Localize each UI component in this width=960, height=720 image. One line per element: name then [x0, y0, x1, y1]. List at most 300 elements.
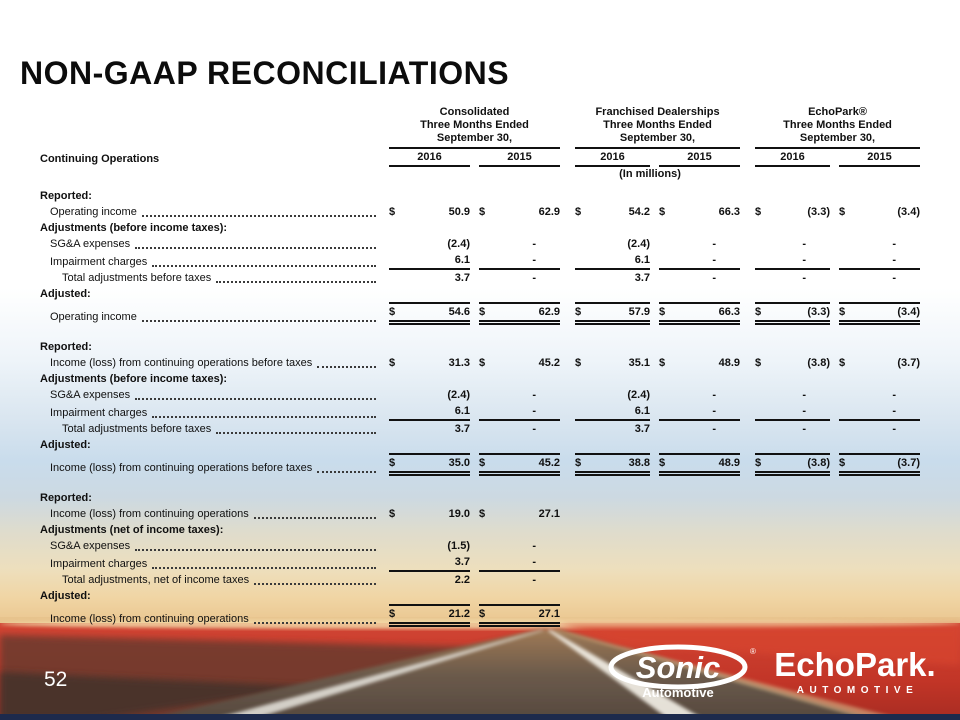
amount-cell: [470, 538, 560, 554]
currency-symbol: $: [755, 357, 762, 369]
row-label: Impairment charges: [50, 407, 148, 419]
amount-cell: [380, 302, 470, 325]
amount-value: 62.9: [538, 306, 560, 318]
amount-value: -: [532, 238, 536, 250]
amount-value: 6.1: [634, 405, 650, 417]
currency-symbol: $: [659, 306, 666, 318]
amount-value: (3.3): [807, 306, 831, 318]
table-row: [40, 437, 920, 453]
amount-cell-empty: [560, 522, 650, 538]
amount-cell-empty: [740, 286, 830, 302]
amount-cell: [740, 421, 830, 437]
amount-cell: [740, 355, 830, 371]
year-cell: [470, 149, 560, 167]
amount-cell-empty: [560, 554, 650, 572]
amount-value: 45.2: [538, 357, 560, 369]
amount-value: 48.9: [718, 457, 741, 469]
amount-cell: [830, 204, 920, 220]
amount-value: 54.6: [448, 306, 470, 318]
amount-cell-empty: [650, 220, 740, 236]
amount-value: 48.9: [718, 357, 741, 369]
row-label: Income (loss) from continuing operations before taxes: [50, 357, 313, 369]
amount-cell: [380, 204, 470, 220]
year-header: 2015: [839, 149, 920, 167]
amount-cell-empty: [830, 220, 920, 236]
table-row: [40, 522, 920, 538]
row-label-cell: [40, 421, 380, 437]
currency-symbol: $: [389, 306, 396, 318]
amount-cell-empty: [560, 572, 650, 588]
row-label: Total adjustments before taxes: [62, 272, 212, 284]
row-label-cell: [40, 453, 380, 476]
row-label: Income (loss) from continuing operations: [50, 613, 249, 625]
amount-cell-empty: [650, 572, 740, 588]
group-header-row: [40, 106, 920, 149]
amount-cell: [380, 252, 470, 270]
amount-cell-empty: [830, 339, 920, 355]
dot-leader: [317, 366, 376, 368]
table-row: [40, 453, 920, 476]
row-label-cell: [40, 302, 380, 325]
amount-cell-empty: [560, 604, 650, 627]
amount-value: 31.3: [448, 357, 470, 369]
amount-cell-empty: [650, 339, 740, 355]
amount-cell: [560, 270, 650, 286]
amount-cell-empty: [740, 437, 830, 453]
amount-cell: [470, 204, 560, 220]
amount-cell-empty: [830, 572, 920, 588]
dot-leader: [152, 265, 376, 267]
amount-value: -: [712, 254, 717, 266]
amount-cell: [560, 387, 650, 403]
amount-value: (2.4): [447, 238, 470, 250]
dot-leader: [152, 416, 376, 418]
amount-value: 35.0: [448, 457, 470, 469]
amount-cell: [560, 252, 650, 270]
amount-cell-empty: [830, 286, 920, 302]
section-header-label: Adjustments (before income taxes):: [40, 222, 228, 234]
currency-symbol: $: [479, 457, 486, 469]
amount-cell: [830, 236, 920, 252]
dot-leader: [254, 517, 376, 519]
row-label: Operating income: [50, 311, 137, 323]
amount-cell-empty: [740, 188, 830, 204]
amount-value: -: [532, 254, 536, 266]
row-label-cell: [40, 270, 380, 286]
amount-cell-empty: [470, 188, 560, 204]
dot-leader: [216, 281, 376, 283]
amount-cell: [830, 270, 920, 286]
sonic-automotive-logo: [606, 644, 756, 702]
amount-value: -: [532, 389, 536, 401]
amount-cell: [740, 403, 830, 421]
amount-cell: [740, 387, 830, 403]
amount-value: -: [892, 272, 897, 284]
amount-cell-empty: [380, 188, 470, 204]
table-row: [40, 355, 920, 371]
table-row: [40, 270, 920, 286]
amount-cell-empty: [830, 554, 920, 572]
amount-cell-empty: [740, 604, 830, 627]
amount-value: (3.7): [897, 357, 921, 369]
year-cell: [830, 149, 920, 167]
amount-cell: [380, 506, 470, 522]
year-cell: [650, 149, 740, 167]
amount-value: 3.7: [454, 423, 470, 435]
amount-cell: [470, 252, 560, 270]
amount-value: -: [802, 423, 807, 435]
amount-cell-empty: [650, 554, 740, 572]
amount-cell-empty: [830, 522, 920, 538]
amount-cell: [740, 270, 830, 286]
amount-cell-empty: [560, 286, 650, 302]
table-row: [40, 371, 920, 387]
amount-cell-empty: [740, 339, 830, 355]
amount-cell-empty: [740, 490, 830, 506]
amount-cell-empty: [560, 490, 650, 506]
amount-value: 27.1: [538, 608, 560, 620]
amount-cell-empty: [740, 554, 830, 572]
amount-cell-empty: [560, 339, 650, 355]
section-header-label: Adjusted:: [40, 288, 91, 300]
currency-symbol: $: [839, 306, 846, 318]
row-label: Operating income: [50, 206, 137, 218]
amount-value: -: [802, 272, 807, 284]
currency-symbol: $: [839, 206, 846, 218]
amount-cell: [380, 572, 470, 588]
amount-cell-empty: [740, 522, 830, 538]
dot-leader: [135, 549, 376, 551]
amount-cell-empty: [380, 339, 470, 355]
dot-leader: [317, 471, 376, 473]
amount-cell-empty: [650, 522, 740, 538]
amount-cell: [560, 236, 650, 252]
table-row: [40, 421, 920, 437]
amount-value: 19.0: [448, 508, 470, 520]
table-row: [40, 403, 920, 421]
amount-cell: [380, 403, 470, 421]
echopark-subtitle: AUTOMOTIVE: [796, 685, 919, 696]
year-header: 2015: [479, 149, 560, 167]
amount-cell-empty: [470, 437, 560, 453]
amount-value: 45.2: [538, 457, 560, 469]
row-label: Total adjustments before taxes: [62, 423, 212, 435]
amount-value: 2.2: [454, 574, 470, 586]
table-row: [40, 188, 920, 204]
group-name: Consolidated: [439, 106, 510, 118]
amount-cell: [830, 387, 920, 403]
dot-leader: [142, 215, 376, 217]
table-row: [40, 604, 920, 627]
table-row: [40, 204, 920, 220]
section-header-label: Reported:: [40, 492, 92, 504]
amount-cell-empty: [380, 522, 470, 538]
dot-leader: [216, 432, 376, 434]
amount-cell-empty: [740, 506, 830, 522]
dot-leader: [254, 583, 376, 585]
amount-cell-empty: [560, 220, 650, 236]
amount-value: -: [802, 389, 807, 401]
amount-value: -: [892, 389, 897, 401]
table-row: [40, 339, 920, 355]
reconciliation-table: [40, 106, 920, 627]
amount-cell: [470, 604, 560, 627]
amount-value: -: [532, 540, 536, 552]
amount-cell-empty: [470, 286, 560, 302]
amount-cell-empty: [560, 437, 650, 453]
amount-cell: [830, 355, 920, 371]
amount-cell: [380, 421, 470, 437]
amount-value: 3.7: [634, 423, 650, 435]
amount-value: 3.7: [454, 556, 470, 568]
amount-value: -: [712, 272, 717, 284]
amount-value: 57.9: [628, 306, 650, 318]
amount-cell-empty: [830, 588, 920, 604]
year-cell: [740, 149, 830, 167]
amount-value: (2.4): [447, 389, 470, 401]
amount-cell-empty: [560, 188, 650, 204]
amount-cell: [740, 302, 830, 325]
amount-cell-empty: [830, 188, 920, 204]
amount-cell: [470, 506, 560, 522]
amount-cell: [470, 270, 560, 286]
amount-cell-empty: [380, 588, 470, 604]
amount-value: (3.7): [897, 457, 921, 469]
table-row: [40, 220, 920, 236]
amount-value: (3.8): [807, 457, 831, 469]
amount-value: -: [532, 574, 536, 586]
amount-cell: [470, 572, 560, 588]
currency-symbol: $: [659, 206, 666, 218]
amount-value: (2.4): [627, 389, 650, 401]
amount-cell: [470, 403, 560, 421]
amount-cell: [380, 236, 470, 252]
dot-leader: [142, 320, 376, 322]
table-row: [40, 387, 920, 403]
currency-symbol: $: [575, 457, 582, 469]
row-label: Impairment charges: [50, 256, 148, 268]
page-title: NON-GAAP RECONCILIATIONS: [20, 55, 510, 92]
table-row: [40, 236, 920, 252]
amount-value: -: [802, 254, 807, 266]
row-label: Impairment charges: [50, 558, 148, 570]
column-group: [380, 106, 560, 149]
amount-cell-empty: [470, 371, 560, 387]
amount-cell: [650, 355, 740, 371]
amount-value: -: [532, 423, 536, 435]
currency-symbol: $: [389, 206, 396, 218]
amount-cell: [560, 453, 650, 476]
row-label-cell: [40, 403, 380, 421]
amount-value: -: [802, 405, 807, 417]
currency-symbol: $: [839, 457, 846, 469]
amount-value: (3.4): [897, 306, 921, 318]
amount-value: 3.7: [454, 272, 470, 284]
amount-value: 50.9: [448, 206, 470, 218]
amount-cell: [470, 387, 560, 403]
year-header-row: [40, 149, 920, 167]
amount-cell: [380, 554, 470, 572]
amount-cell-empty: [830, 371, 920, 387]
amount-cell-empty: [560, 538, 650, 554]
amount-cell-empty: [560, 371, 650, 387]
table-row: [40, 572, 920, 588]
amount-cell: [830, 252, 920, 270]
currency-symbol: $: [575, 206, 582, 218]
amount-cell: [830, 453, 920, 476]
amount-cell: [380, 604, 470, 627]
amount-cell-empty: [380, 220, 470, 236]
amount-cell-empty: [470, 522, 560, 538]
amount-cell: [650, 236, 740, 252]
amount-cell-empty: [830, 437, 920, 453]
amount-value: 66.3: [718, 306, 741, 318]
amount-cell-empty: [380, 490, 470, 506]
amount-cell-empty: [470, 588, 560, 604]
table-row: [40, 554, 920, 572]
amount-cell: [650, 453, 740, 476]
currency-symbol: $: [575, 357, 582, 369]
amount-cell: [380, 387, 470, 403]
amount-value: 6.1: [634, 254, 650, 266]
in-millions-row: [40, 167, 920, 182]
amount-cell: [470, 421, 560, 437]
amount-cell-empty: [740, 220, 830, 236]
currency-symbol: $: [755, 206, 762, 218]
amount-cell: [470, 453, 560, 476]
amount-cell: [380, 453, 470, 476]
amount-value: -: [712, 405, 717, 417]
amount-cell: [560, 355, 650, 371]
currency-symbol: $: [755, 306, 762, 318]
table-row: [40, 506, 920, 522]
currency-symbol: $: [839, 357, 846, 369]
amount-cell: [470, 236, 560, 252]
amount-value: 27.1: [538, 508, 560, 520]
amount-value: -: [532, 405, 536, 417]
amount-value: -: [712, 423, 717, 435]
amount-cell: [650, 252, 740, 270]
amount-cell-empty: [740, 572, 830, 588]
section-header-label: Adjusted:: [40, 590, 91, 602]
amount-value: -: [892, 423, 897, 435]
table-row: [40, 490, 920, 506]
row-label: Income (loss) from continuing operations before taxes: [50, 462, 313, 474]
amount-cell: [830, 302, 920, 325]
table-row: [40, 302, 920, 325]
amount-cell: [560, 302, 650, 325]
amount-cell-empty: [740, 588, 830, 604]
table-row: [40, 252, 920, 270]
amount-cell-empty: [650, 604, 740, 627]
group-period-line2: September 30,: [436, 132, 513, 144]
amount-cell: [740, 236, 830, 252]
amount-cell: [470, 355, 560, 371]
dot-leader: [254, 622, 376, 624]
amount-cell-empty: [650, 506, 740, 522]
amount-cell: [380, 270, 470, 286]
row-label-cell: [40, 355, 380, 371]
amount-cell-empty: [560, 588, 650, 604]
sonic-wordmark: Sonic: [635, 650, 721, 685]
amount-cell: [650, 403, 740, 421]
currency-symbol: $: [659, 357, 666, 369]
row-label-cell: [40, 204, 380, 220]
row-label: Total adjustments, net of income taxes: [62, 574, 250, 586]
row-label: SG&A expenses: [50, 238, 131, 250]
amount-value: 21.2: [448, 608, 470, 620]
amount-value: 38.8: [628, 457, 650, 469]
amount-value: -: [532, 556, 536, 568]
amount-cell: [470, 554, 560, 572]
group-name: Franchised Dealerships: [595, 106, 720, 118]
row-label-cell: [40, 252, 380, 270]
year-header: 2016: [575, 149, 650, 167]
amount-value: (3.3): [807, 206, 831, 218]
amount-value: (3.4): [897, 206, 921, 218]
group-period-line2: September 30,: [619, 132, 696, 144]
amount-cell: [830, 403, 920, 421]
amount-cell: [650, 302, 740, 325]
page-number: 52: [44, 668, 68, 691]
amount-cell-empty: [380, 286, 470, 302]
currency-symbol: $: [389, 457, 396, 469]
group-period-line1: Three Months Ended: [420, 119, 529, 131]
year-header: 2016: [755, 149, 830, 167]
amount-cell: [560, 204, 650, 220]
registered-mark-icon: ®: [750, 647, 756, 656]
amount-cell-empty: [650, 588, 740, 604]
currency-symbol: $: [389, 508, 396, 520]
amount-cell-empty: [650, 286, 740, 302]
stub-header: Continuing Operations: [40, 153, 160, 165]
currency-symbol: $: [659, 457, 666, 469]
row-label: SG&A expenses: [50, 540, 131, 552]
section-header-label: Adjusted:: [40, 439, 91, 451]
row-label-cell: [40, 554, 380, 572]
amount-cell: [650, 421, 740, 437]
row-label-cell: [40, 572, 380, 588]
amount-cell: [650, 387, 740, 403]
year-header: 2016: [389, 149, 470, 167]
group-period-line1: Three Months Ended: [603, 119, 712, 131]
row-label-cell: [40, 236, 380, 252]
currency-symbol: $: [755, 457, 762, 469]
amount-cell: [380, 538, 470, 554]
column-group: [560, 106, 740, 149]
echopark-automotive-logo: [752, 648, 958, 696]
group-name: EchoPark®: [808, 106, 867, 118]
dot-leader: [135, 247, 376, 249]
amount-cell: [560, 421, 650, 437]
amount-cell: [650, 204, 740, 220]
row-label-cell: [40, 506, 380, 522]
amount-value: 54.2: [628, 206, 650, 218]
row-label: SG&A expenses: [50, 389, 131, 401]
row-label: Income (loss) from continuing operations: [50, 508, 249, 520]
amount-value: (3.8): [807, 357, 831, 369]
table-row: [40, 538, 920, 554]
section-header-label: Reported:: [40, 190, 92, 202]
row-label-cell: [40, 387, 380, 403]
amount-cell: [650, 270, 740, 286]
section-header-label: Reported:: [40, 341, 92, 353]
amount-cell: [740, 204, 830, 220]
amount-value: 62.9: [538, 206, 560, 218]
sonic-subtitle: Automotive: [642, 685, 714, 700]
amount-value: 6.1: [454, 254, 470, 266]
currency-symbol: $: [479, 608, 486, 620]
